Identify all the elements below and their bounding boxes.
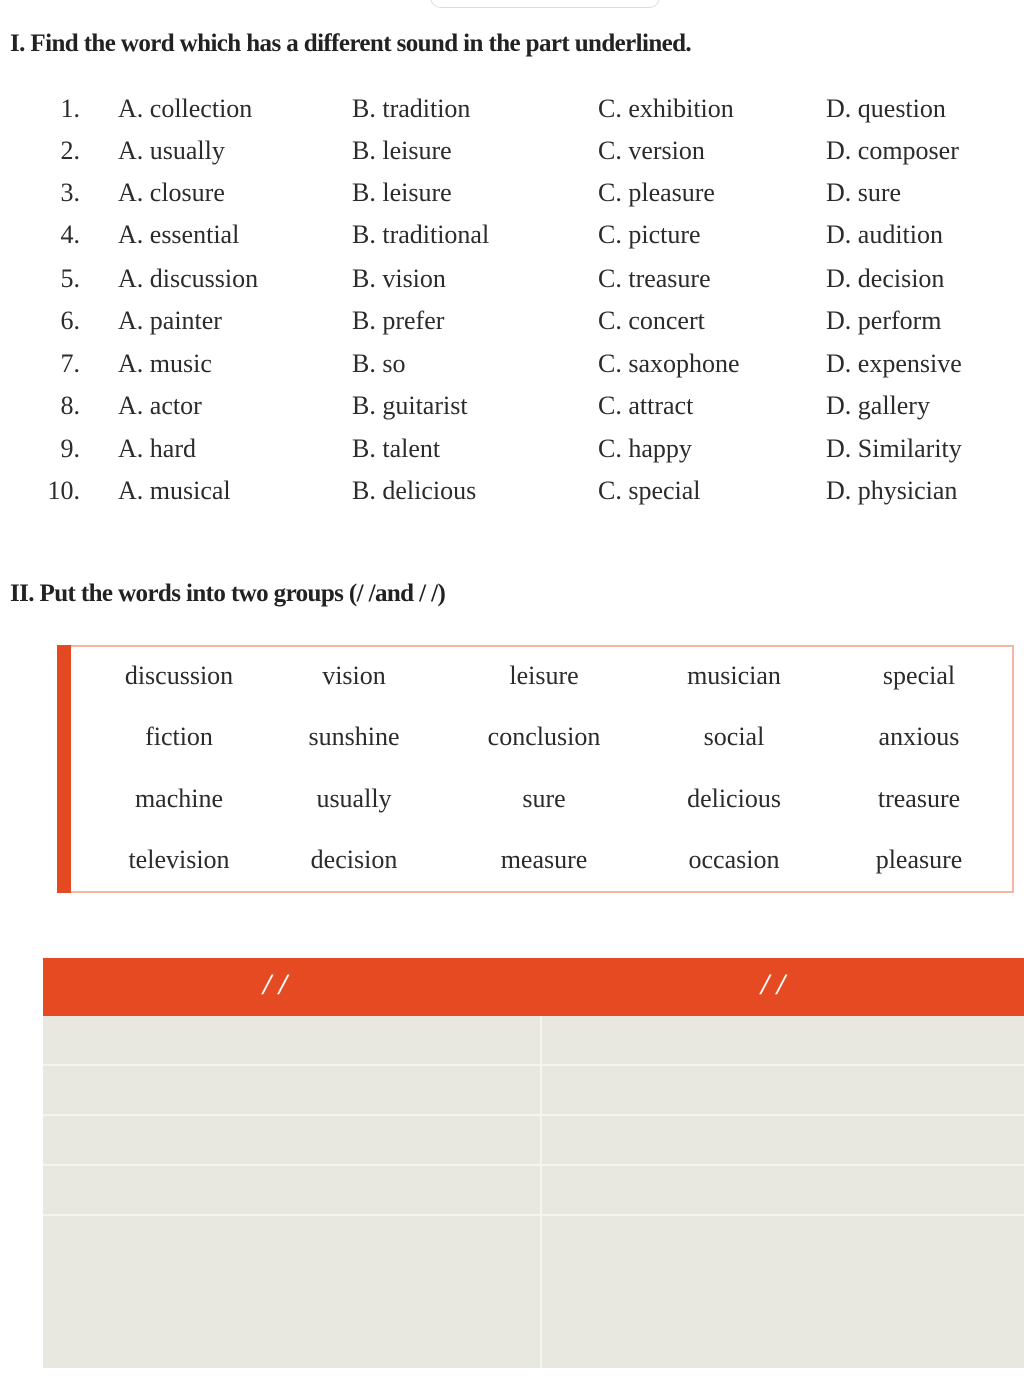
option-b: B. leisure [352,136,452,165]
option-d: D. physician [826,476,958,505]
option-a: A. hard [118,434,196,463]
option-c: C. saxophone [598,349,740,378]
option-c: C. happy [598,434,692,463]
question-row [0,434,1024,474]
option-a: A. usually [118,136,225,165]
question-number: 7. [60,349,80,378]
word-bank-word: social [703,722,765,751]
column-divider [540,1016,542,1368]
option-d: D. question [826,94,946,123]
question-row [0,306,1024,346]
question-row [0,391,1024,431]
option-c: C. version [598,136,705,165]
section-2-title: II. Put the words into two groups (/ /and / /) [10,580,446,607]
question-row [0,178,1024,218]
question-number: 9. [60,434,80,463]
word-bank-word: fiction [145,722,213,751]
option-d: D. decision [826,264,945,293]
word-bank-word: sunshine [308,722,400,751]
word-bank-word: decision [310,845,398,874]
option-d: D. sure [826,178,902,207]
question-row [0,136,1024,176]
word-bank-word: treasure [877,784,961,813]
word-bank-word: usually [316,784,392,813]
question-number: 1. [60,94,80,123]
word-bank-word: anxious [878,722,960,751]
word-bank-word: delicious [687,784,781,813]
word-bank-word: machine [134,784,224,813]
option-d: D. Similarity [826,434,962,463]
option-d: D. composer [826,136,959,165]
option-a: A. music [118,349,212,378]
option-a: A. actor [118,391,202,420]
word-bank-word: discussion [124,661,234,690]
row-divider [43,1064,1024,1066]
question-row [0,94,1024,134]
question-row [0,349,1024,389]
option-c: C. treasure [598,264,711,293]
word-bank-word: pleasure [875,845,963,874]
option-d: D. audition [826,220,943,249]
option-b: B. so [352,349,406,378]
option-c: C. concert [598,306,705,335]
option-a: A. essential [118,220,240,249]
word-bank-word: conclusion [487,722,601,751]
option-b: B. talent [352,434,441,463]
option-b: B. prefer [352,306,445,335]
column-2-header: / / [761,968,786,1001]
option-b: B. vision [352,264,446,293]
option-c: C. attract [598,391,694,420]
option-c: C. pleasure [598,178,715,207]
row-divider [43,1164,1024,1166]
word-bank-word: measure [500,845,588,874]
sort-table-body [43,1016,1024,1368]
word-bank-word: sure [522,784,566,813]
word-bank-word: occasion [688,845,780,874]
option-a: A. painter [118,306,222,335]
option-a: A. collection [118,94,253,123]
question-number: 4. [60,220,80,249]
question-number: 6. [60,306,80,335]
row-divider [43,1114,1024,1116]
question-row [0,476,1024,516]
sort-table-header [43,958,1024,1016]
word-bank-word: musician [687,661,781,690]
section-1-title: I. Find the word which has a different sound in the part underlined. [10,30,692,57]
option-c: C. special [598,476,701,505]
option-d: D. perform [826,306,942,335]
word-bank-word: vision [322,661,386,690]
top-page-tab [430,0,660,8]
row-divider [43,1214,1024,1216]
question-row [0,220,1024,260]
option-b: B. delicious [352,476,477,505]
word-bank-accent-bar [57,645,71,893]
option-b: B. guitarist [352,391,468,420]
option-d: D. gallery [826,391,930,420]
question-number: 8. [60,391,80,420]
option-a: A. discussion [118,264,259,293]
option-b: B. traditional [352,220,490,249]
question-number: 3. [60,178,80,207]
option-b: B. tradition [352,94,471,123]
word-bank-word: special [882,661,956,690]
column-1-header: / / [263,968,288,1001]
option-a: A. musical [118,476,231,505]
word-bank-word: leisure [509,661,579,690]
word-bank-box [57,645,1014,893]
question-number: 10. [47,476,80,505]
option-a: A. closure [118,178,225,207]
question-row [0,264,1024,304]
word-bank-word: television [128,845,230,874]
question-number: 2. [60,136,80,165]
option-c: C. exhibition [598,94,734,123]
option-d: D. expensive [826,349,962,378]
option-c: C. picture [598,220,701,249]
question-number: 5. [60,264,80,293]
option-b: B. leisure [352,178,452,207]
